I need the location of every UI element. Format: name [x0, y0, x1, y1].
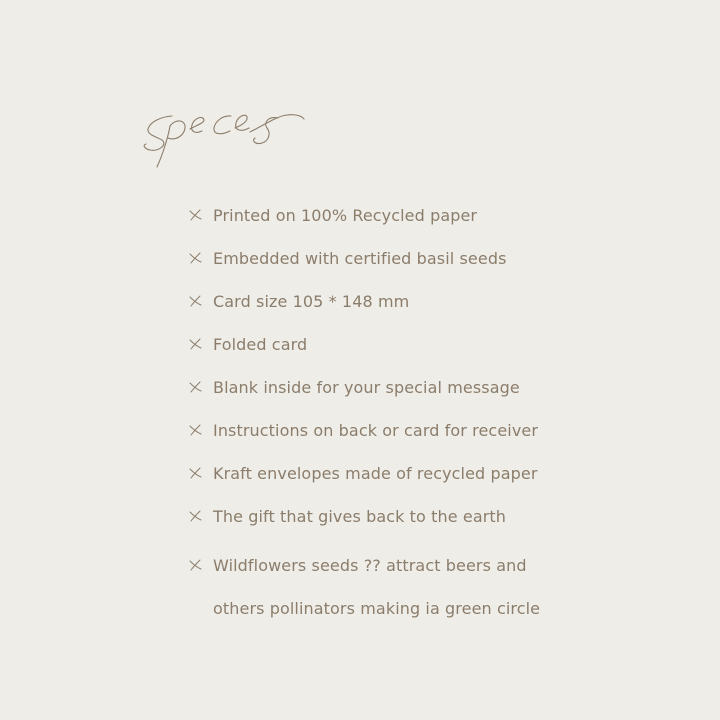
- spec-text: Blank inside for your special message: [213, 378, 520, 397]
- spec-item: [188, 458, 608, 501]
- x-mark-icon: [188, 337, 204, 351]
- x-mark-icon: [188, 466, 204, 480]
- spec-item: [188, 501, 608, 544]
- spec-item: [188, 200, 608, 243]
- specs-script-title: [138, 98, 308, 178]
- spec-item: [188, 243, 608, 286]
- x-mark-icon: [188, 509, 204, 523]
- specs-list: [188, 200, 608, 630]
- spec-text: Folded card: [213, 335, 308, 354]
- spec-text-line-1: Wildflowers seeds ?? attract beers and: [213, 556, 527, 575]
- x-mark-icon: [188, 380, 204, 394]
- spec-text-line-2: others pollinators making ia green circle: [213, 599, 541, 618]
- x-mark-icon: [188, 208, 204, 222]
- x-mark-icon: [188, 251, 204, 265]
- x-mark-icon: [188, 423, 204, 437]
- spec-text: Instructions on back or card for receiver: [213, 421, 539, 440]
- spec-item: [188, 286, 608, 329]
- spec-text: Printed on 100% Recycled paper: [213, 206, 478, 225]
- spec-text: The gift that gives back to the earth: [213, 507, 507, 526]
- spec-item: [188, 544, 573, 630]
- page-title: [138, 98, 308, 178]
- spec-text: Card size 105 * 148 mm: [213, 292, 410, 311]
- spec-item: [188, 329, 608, 372]
- x-mark-icon: [188, 558, 204, 572]
- spec-text: Embedded with certified basil seeds: [213, 249, 507, 268]
- spec-text: Kraft envelopes made of recycled paper: [213, 464, 538, 483]
- x-mark-icon: [188, 294, 204, 308]
- spec-item: [188, 372, 608, 415]
- spec-item: [188, 415, 608, 458]
